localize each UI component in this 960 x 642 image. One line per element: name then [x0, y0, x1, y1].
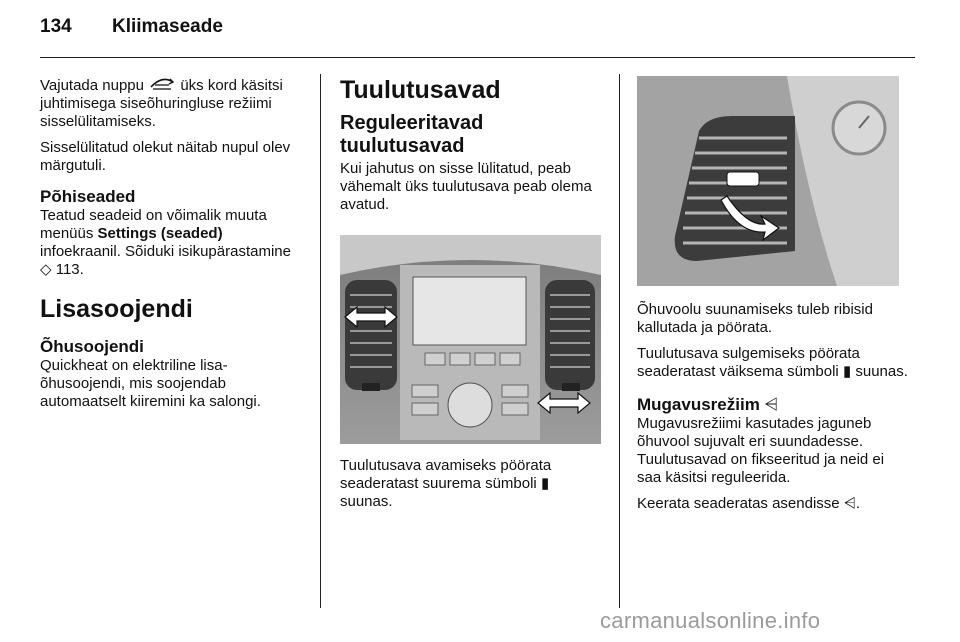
comfort-mode-paragraph: Mugavusrežiimi kasutades jaguneb õhuvool sujuvalt eri suundadesse. Tuulutusavad on fikseeritud ja neid ei saa käsitsi reguleerida. [637, 415, 885, 486]
comfort-mode-icon: ⩤ [764, 395, 779, 414]
column-2 [340, 76, 602, 222]
adjustable-vents-heading: Reguleeritavad tuulutusavad [340, 112, 484, 157]
air-heater-paragraph: Quickheat on elektriline lisa-õhusoojendi, mis soojendab automaatselt kiiremini ka salongi. [40, 357, 261, 410]
adjustable-vents-paragraph: Kui jahutus on sisse lülitatud, peab vähemalt üks tuulutusava peab olema avatud. [340, 160, 592, 213]
column-2-lower [340, 457, 602, 519]
recirculation-icon [148, 76, 176, 95]
small-symbol-icon: ▮ [842, 363, 852, 380]
indicator-paragraph: Sisselülitatud olekut näitab nupul olev märgutuli. [40, 139, 291, 174]
section-title: Kliimaseade [112, 16, 223, 37]
header-divider [40, 57, 915, 58]
watermark: carmanualsonline.info [600, 608, 821, 633]
vents-heading: Tuulutusavad [340, 76, 501, 104]
recirculation-paragraph: Vajutada nuppu üks kord käsitsi juhtimisega siseõhuringluse režiimi sisselülitamiseks. [40, 77, 283, 130]
basic-settings-heading: Põhiseaded [40, 187, 136, 206]
set-wheel-paragraph: Keerata seaderatas asendisse ⩤. [637, 495, 860, 512]
basic-settings-paragraph: Teatud seadeid on võimalik muuta menüüs Settings (seaded) infoekraanil. Sõiduki isikupärastamine ◇ 113. [40, 207, 291, 278]
column-1 [40, 76, 305, 419]
column-3 [637, 301, 912, 521]
close-vent-paragraph: Tuulutusava sulgemiseks pöörata seaderatast väiksema sümboli ▮ suunas. [637, 345, 908, 380]
page-ref-arrow-icon: ◇ [40, 261, 52, 278]
direction-paragraph: Õhuvoolu suunamiseks tuleb ribisid kallutada ja pöörata. [637, 301, 873, 336]
column-divider-1 [320, 74, 321, 608]
dashboard-vents-figure [340, 235, 601, 444]
column-divider-2 [619, 74, 620, 608]
page-number: 134 [40, 16, 72, 37]
comfort-mode-heading: Mugavusrežiim ⩤ [637, 395, 779, 414]
large-symbol-icon: ▮ [540, 475, 550, 492]
open-vent-paragraph: Tuulutusava avamiseks pöörata seaderatast suurema sümboli ▮ suunas. [340, 457, 552, 510]
air-heater-heading: Õhusoojendi [40, 337, 144, 356]
aux-heater-heading: Lisasoojendi [40, 295, 193, 323]
vent-closeup-figure [637, 76, 899, 286]
comfort-position-icon: ⩤ [843, 495, 856, 512]
settings-menu-name: Settings (seaded) [97, 225, 223, 242]
